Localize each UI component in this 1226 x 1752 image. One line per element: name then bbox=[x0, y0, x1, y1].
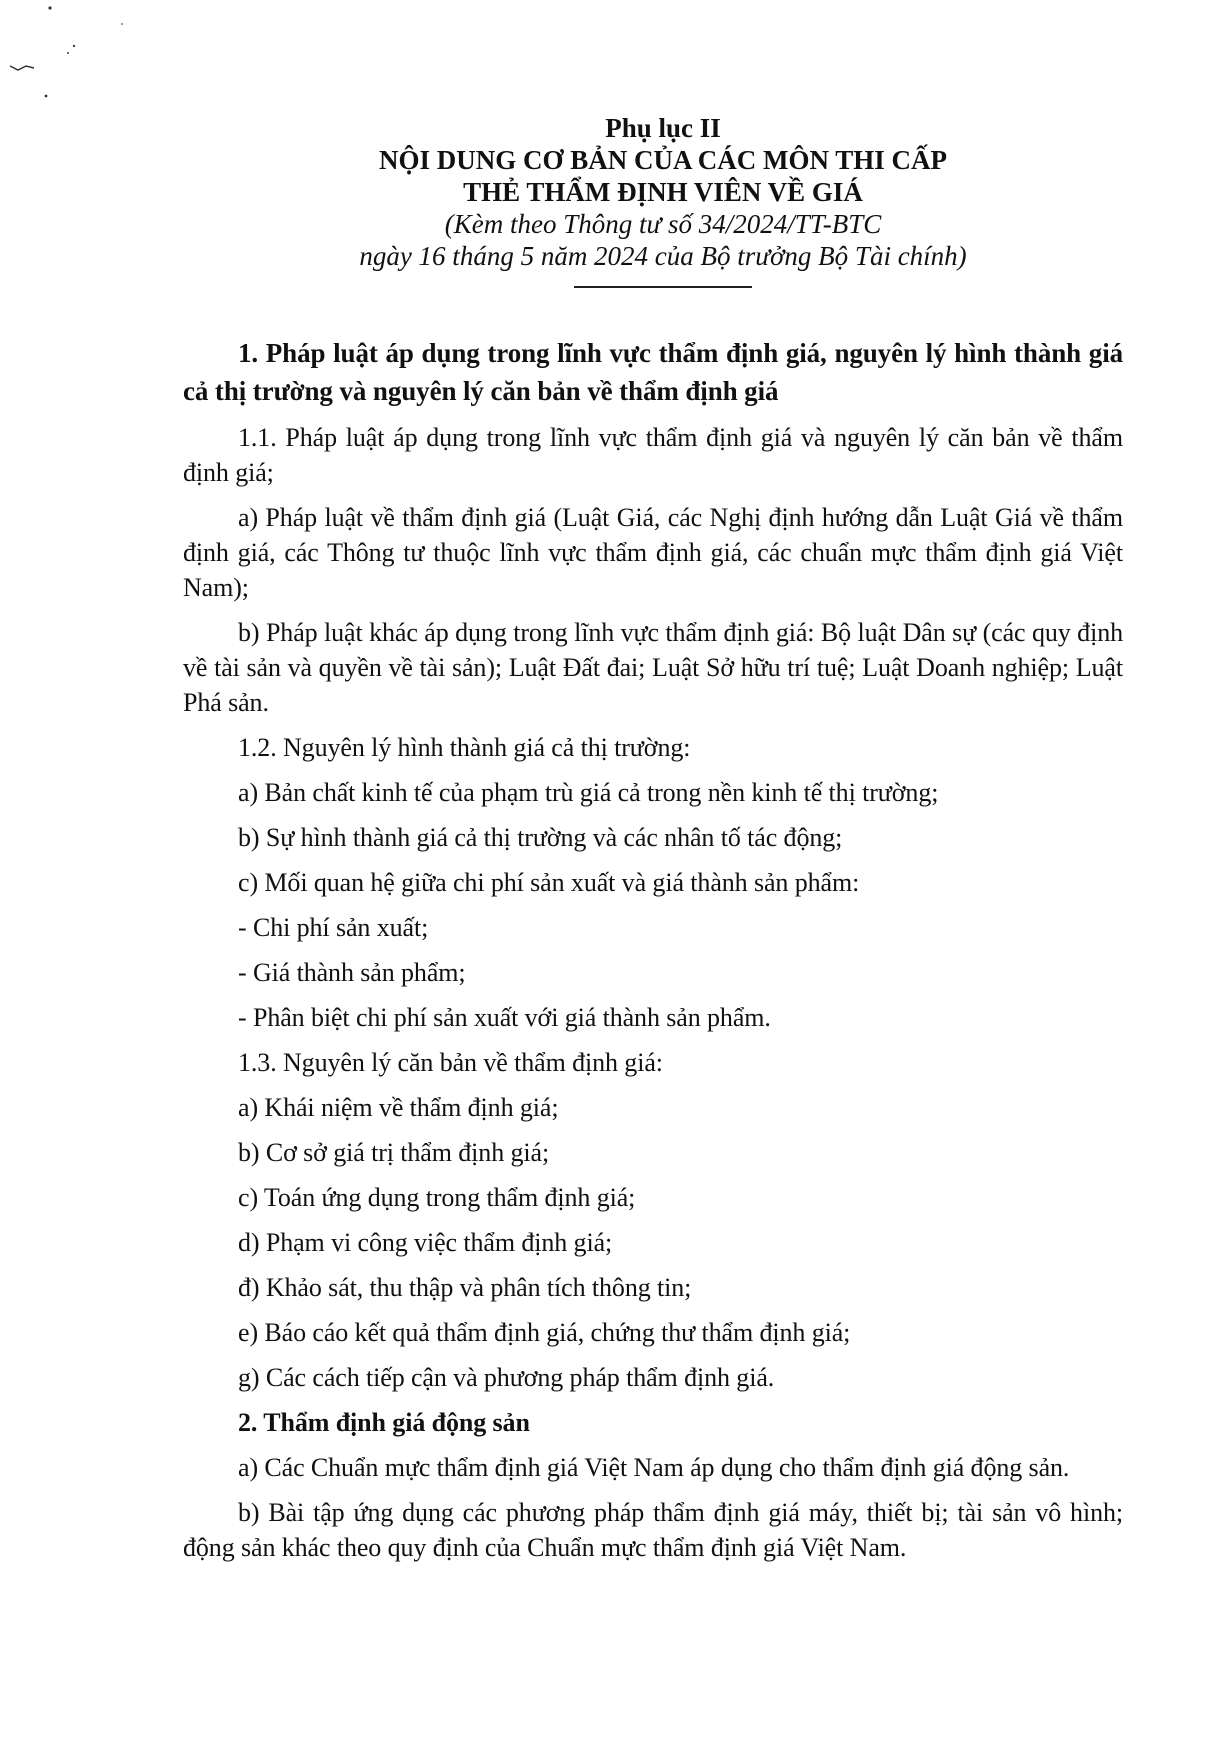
item-1-3-dd: đ) Khảo sát, thu thập và phân tích thông tin; bbox=[238, 1273, 692, 1302]
subsection-1-2: 1.2. Nguyên lý hình thành giá cả thị trường: bbox=[238, 733, 691, 762]
bullet-gia-thanh: - Giá thành sản phẩm; bbox=[238, 958, 466, 987]
attachment-line-1: (Kèm theo Thông tư số 34/2024/TT-BTC bbox=[444, 209, 882, 239]
item-1-2-b: b) Sự hình thành giá cả thị trường và các nhân tố tác động; bbox=[238, 823, 843, 852]
attachment-line-2: ngày 16 tháng 5 năm 2024 của Bộ trưởng Bộ Tài chính) bbox=[359, 241, 967, 271]
title-line-2: THẺ THẨM ĐỊNH VIÊN VỀ GIÁ bbox=[463, 177, 863, 207]
item-1-1-b: b) Pháp luật khác áp dụng trong lĩnh vực thẩm định giá: Bộ luật Dân sự (các quy định về tài sản và quyền về tài sản); Luật Đất đai; Luật Sở hữu trí tuệ; Luật Doanh nghiệp; Luật Phá sản. bbox=[183, 618, 1123, 717]
scan-specks bbox=[0, 0, 160, 120]
item-2-b: b) Bài tập ứng dụng các phương pháp thẩm định giá máy, thiết bị; tài sản vô hình; động sản khác theo quy định của Chuẩn mực thẩm định giá Việt Nam. bbox=[183, 1498, 1123, 1562]
bullet-chi-phi: - Chi phí sản xuất; bbox=[238, 913, 429, 942]
section-2-heading: 2. Thẩm định giá động sản bbox=[238, 1408, 530, 1437]
item-1-3-b: b) Cơ sở giá trị thẩm định giá; bbox=[238, 1138, 550, 1167]
item-1-2-a: a) Bản chất kinh tế của phạm trù giá cả trong nền kinh tế thị trường; bbox=[238, 778, 939, 807]
document-header bbox=[120, 112, 1206, 288]
section-1-heading: 1. Pháp luật áp dụng trong lĩnh vực thẩm định giá, nguyên lý hình thành giá cả thị trường và nguyên lý căn bản về thẩm định giá bbox=[183, 338, 1123, 406]
title-line-1: NỘI DUNG CƠ BẢN CỦA CÁC MÔN THI CẤP bbox=[378, 145, 947, 175]
document-body bbox=[183, 334, 1123, 1575]
bullet-phan-biet: - Phân biệt chi phí sản xuất với giá thành sản phẩm. bbox=[238, 1003, 771, 1032]
item-1-3-a: a) Khái niệm về thẩm định giá; bbox=[238, 1093, 559, 1122]
subsection-1-1: 1.1. Pháp luật áp dụng trong lĩnh vực thẩm định giá và nguyên lý căn bản về thẩm định giá; bbox=[183, 423, 1123, 487]
subsection-1-3: 1.3. Nguyên lý căn bản về thẩm định giá: bbox=[238, 1048, 663, 1077]
item-2-a: a) Các Chuẩn mực thẩm định giá Việt Nam áp dụng cho thẩm định giá động sản. bbox=[238, 1453, 1070, 1482]
item-1-3-c: c) Toán ứng dụng trong thẩm định giá; bbox=[238, 1183, 636, 1212]
item-1-3-e: e) Báo cáo kết quả thẩm định giá, chứng thư thẩm định giá; bbox=[238, 1318, 851, 1347]
item-1-3-g: g) Các cách tiếp cận và phương pháp thẩm định giá. bbox=[238, 1363, 775, 1392]
header-divider bbox=[574, 286, 752, 288]
appendix-label: Phụ lục II bbox=[605, 113, 721, 143]
item-1-1-a: a) Pháp luật về thẩm định giá (Luật Giá, các Nghị định hướng dẫn Luật Giá về thẩm định giá, các Thông tư thuộc lĩnh vực thẩm định giá, các chuẩn mực thẩm định giá Việt Nam); bbox=[183, 503, 1123, 602]
item-1-3-d: d) Phạm vi công việc thẩm định giá; bbox=[238, 1228, 613, 1257]
item-1-2-c: c) Mối quan hệ giữa chi phí sản xuất và giá thành sản phẩm: bbox=[238, 868, 860, 897]
